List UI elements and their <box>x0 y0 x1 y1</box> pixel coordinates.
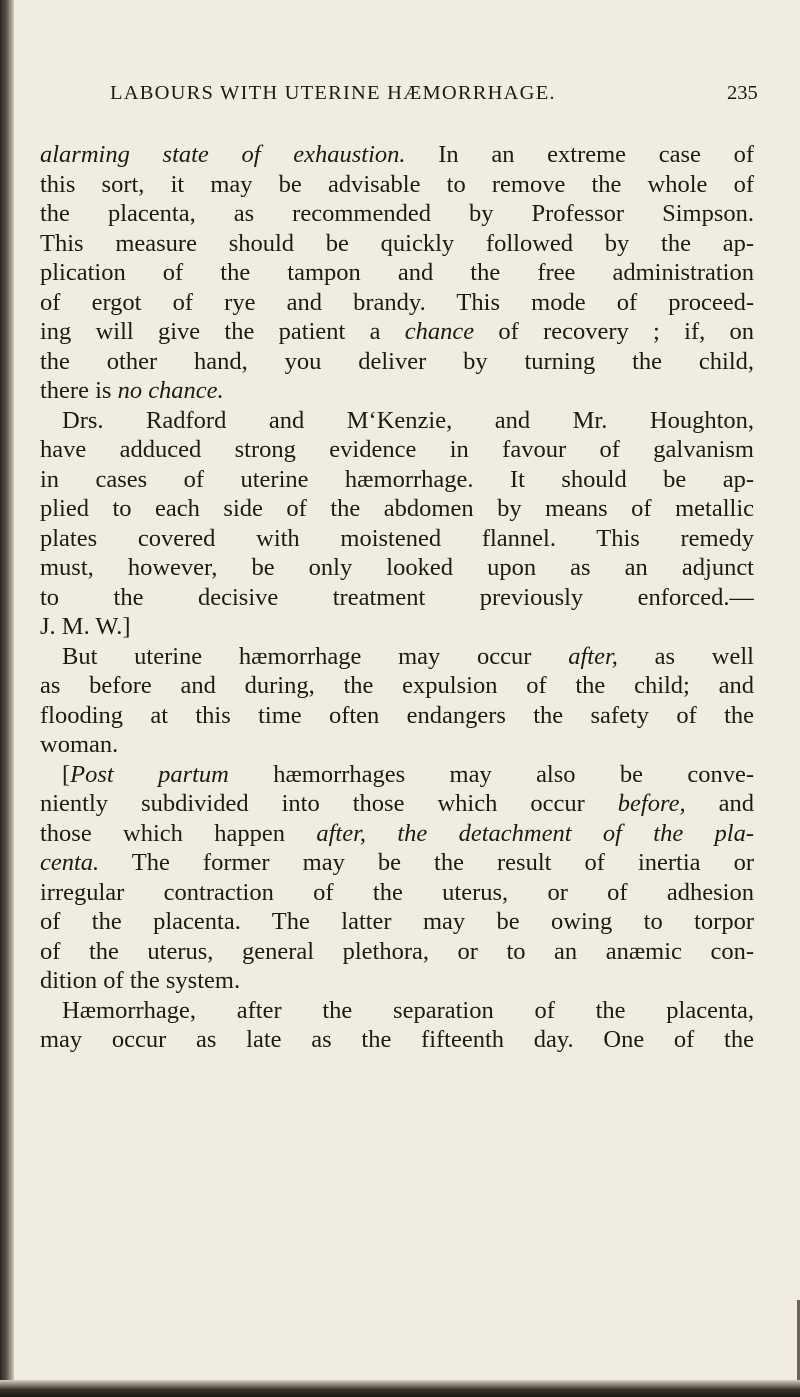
running-header <box>0 82 800 112</box>
italic-text: Post partum <box>70 760 229 788</box>
text-line <box>40 1025 754 1055</box>
text-line <box>40 789 754 819</box>
text-line <box>40 465 754 495</box>
page-bottom-edge <box>0 1380 800 1397</box>
body-text <box>40 140 754 1055</box>
italic-text: chance <box>404 318 475 345</box>
italic-text: no chance. <box>117 377 224 404</box>
text-line <box>40 140 754 170</box>
text-line <box>40 435 754 465</box>
text-segment: as well <box>617 642 754 670</box>
text-segment: flooding at this time often endangers the safety of the <box>40 701 754 729</box>
book-binding-edge <box>0 0 14 1397</box>
text-segment: Hæmorrhage, after the separation of the placenta, <box>62 996 754 1024</box>
text-line <box>40 524 754 554</box>
page-number: 235 <box>727 82 758 104</box>
text-segment: But uterine hæmorrhage may occur <box>62 642 569 670</box>
text-segment: of ergot of rye and brandy. This mode of proceed- <box>40 288 754 316</box>
text-line <box>40 406 754 436</box>
text-segment: plied to each side of the abdomen by means of metallic <box>40 495 754 522</box>
text-segment: plication of the tampon and the free administration <box>40 259 754 286</box>
text-segment: of recovery ; if, on <box>474 318 754 345</box>
text-segment: of the placenta. The latter may be owing to torpor <box>40 908 754 935</box>
text-segment: J. M. W.] <box>40 613 131 640</box>
text-segment: plates covered with moistened flannel. This remedy <box>40 524 754 552</box>
text-line <box>40 819 754 849</box>
text-segment: Drs. Radford and M‘Kenzie, and Mr. Houghton, <box>62 406 754 434</box>
text-line <box>40 612 754 642</box>
italic-text: after, the detachment of the pla- <box>316 819 754 847</box>
text-segment: may occur as late as the fifteenth day. One of the <box>40 1026 754 1053</box>
text-segment: of the uterus, general plethora, or to an anæmic con- <box>40 937 754 965</box>
text-line <box>40 671 754 701</box>
text-segment: In an extreme case of <box>405 141 754 168</box>
text-segment: to the decisive treatment previously enforced.— <box>40 583 754 611</box>
text-line <box>40 199 754 229</box>
text-segment: the other hand, you deliver by turning the child, <box>40 347 754 375</box>
text-line <box>40 966 754 996</box>
text-line <box>40 878 754 908</box>
text-line <box>40 317 754 347</box>
text-line <box>40 553 754 583</box>
text-line <box>40 258 754 288</box>
text-line <box>40 996 754 1026</box>
text-segment: This measure should be quickly followed by the ap- <box>40 229 754 257</box>
text-line <box>40 170 754 200</box>
text-line <box>40 760 754 790</box>
text-line <box>40 494 754 524</box>
text-segment: hæmorrhages may also be conve- <box>228 760 754 788</box>
text-segment: those which happen <box>40 819 317 847</box>
running-title: LABOURS WITH UTERINE HÆMORRHAGE. <box>110 82 556 104</box>
text-line <box>40 229 754 259</box>
italic-text: alarming state of exhaustion. <box>40 141 406 168</box>
text-segment: in cases of uterine hæmorrhage. It should be ap- <box>40 465 754 493</box>
text-line <box>40 848 754 878</box>
text-segment: The former may be the result of inertia or <box>99 849 754 876</box>
italic-text: after, <box>568 642 618 670</box>
text-segment: as before and during, the expulsion of the child; and <box>40 672 754 699</box>
text-segment: must, however, be only looked upon as an adjunct <box>40 554 754 581</box>
text-line <box>40 907 754 937</box>
text-segment: have adduced strong evidence in favour of galvanism <box>40 436 754 463</box>
text-segment: woman. <box>40 731 119 758</box>
text-line <box>40 347 754 377</box>
text-segment: and <box>685 790 754 817</box>
text-segment: ing will give the patient a <box>40 318 405 345</box>
text-line <box>40 583 754 613</box>
text-segment: this sort, it may be advisable to remove the whole of <box>40 170 754 198</box>
italic-text: before, <box>617 790 686 817</box>
text-segment: the placenta, as recommended by Professor Simpson. <box>40 200 754 227</box>
text-line <box>40 937 754 967</box>
text-line <box>40 730 754 760</box>
text-line <box>40 701 754 731</box>
text-segment: there is <box>40 377 118 404</box>
text-segment: niently subdivided into those which occur <box>40 790 618 817</box>
text-line <box>40 642 754 672</box>
text-line <box>40 376 754 406</box>
text-segment: irregular contraction of the uterus, or of adhesion <box>40 878 754 906</box>
italic-text: centa. <box>40 849 100 876</box>
text-line <box>40 288 754 318</box>
text-segment: dition of the system. <box>40 967 241 994</box>
text-segment: [ <box>62 760 71 788</box>
